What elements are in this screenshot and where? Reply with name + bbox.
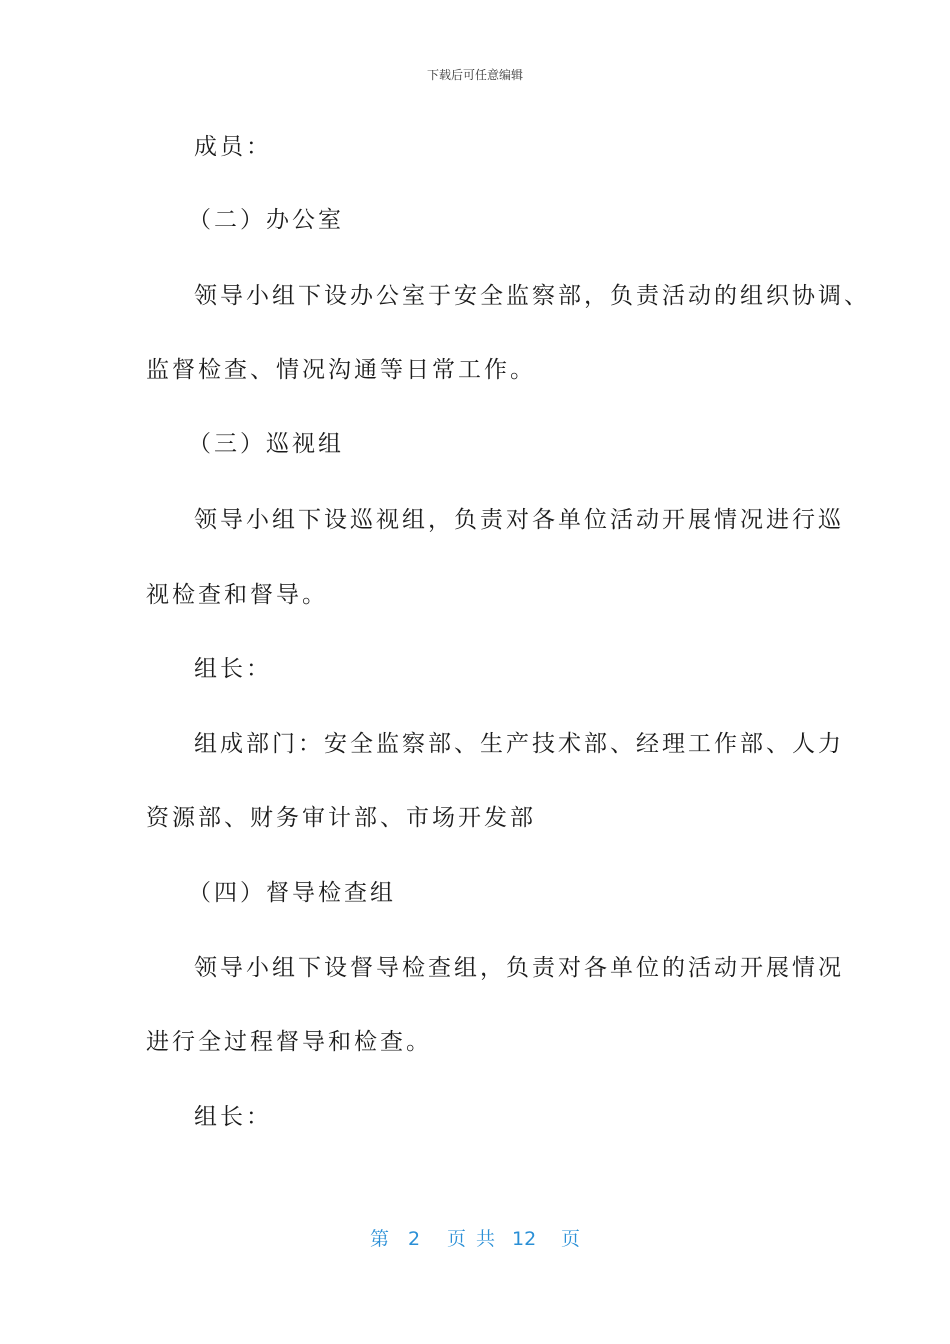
section-heading-office: （二）办公室 <box>188 207 344 233</box>
body-line-supervision-2: 进行全过程督导和检查。 <box>146 1029 432 1055</box>
body-line-departments-2: 资源部、财务审计部、市场开发部 <box>146 805 536 831</box>
footer-page-number: 2 <box>408 1228 421 1250</box>
body-line-members: 成员： <box>194 134 272 160</box>
footer-ye-gong: 页 共 <box>447 1228 496 1250</box>
body-line-leader-2: 组长： <box>194 1104 272 1130</box>
body-line-office-2: 监督检查、情况沟通等日常工作。 <box>146 357 536 383</box>
section-heading-supervision: （四）督导检查组 <box>188 880 396 906</box>
body-line-office-1: 领导小组下设办公室于安全监察部，负责活动的组织协调、 <box>194 283 870 309</box>
body-line-inspection-1: 领导小组下设巡视组，负责对各单位活动开展情况进行巡 <box>194 507 844 533</box>
header-note: 下载后可任意编辑 <box>426 68 523 82</box>
footer-ye: 页 <box>561 1228 581 1250</box>
body-line-supervision-1: 领导小组下设督导检查组，负责对各单位的活动开展情况 <box>194 955 844 981</box>
footer-total-pages: 12 <box>512 1228 537 1250</box>
page-footer <box>0 1226 950 1252</box>
footer-di: 第 <box>370 1228 390 1250</box>
body-line-departments-1: 组成部门：安全监察部、生产技术部、经理工作部、人力 <box>194 731 844 757</box>
section-heading-inspection: （三）巡视组 <box>188 431 344 457</box>
body-line-inspection-2: 视检查和督导。 <box>146 582 328 608</box>
body-line-leader-1: 组长： <box>194 656 272 682</box>
